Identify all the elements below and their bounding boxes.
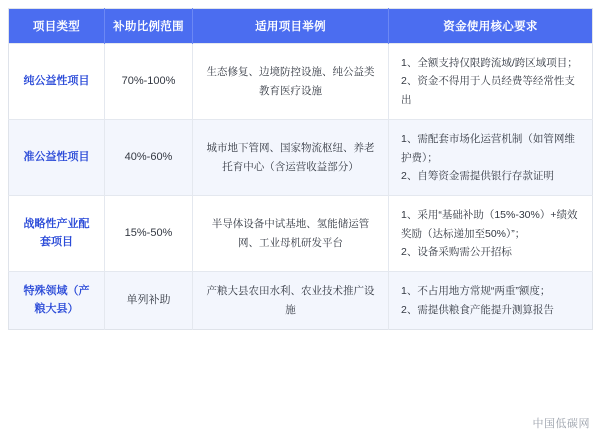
requirement-line: 2、需提供粮食产能提升测算报告 bbox=[401, 303, 554, 316]
column-header-fund-requirements: 资金使用核心要求 bbox=[389, 9, 593, 44]
table-body bbox=[9, 44, 593, 330]
cell-project-examples: 城市地下管网、国家物流枢纽、养老托育中心（含运营收益部分） bbox=[193, 120, 389, 196]
cell-project-type: 纯公益性项目 bbox=[9, 44, 105, 120]
cell-subsidy-ratio: 单列补助 bbox=[105, 272, 193, 330]
subsidy-policy-table bbox=[8, 8, 593, 330]
cell-project-examples: 产粮大县农田水利、农业技术推广设施 bbox=[193, 272, 389, 330]
table-row bbox=[9, 120, 593, 196]
requirement-line: 2、资金不得用于人员经费等经常性支出 bbox=[401, 75, 575, 106]
cell-project-type: 战略性产业配套项目 bbox=[9, 196, 105, 272]
requirement-line: 2、自筹资金需提供银行存款证明 bbox=[401, 169, 554, 182]
requirement-line: 1、需配套市场化运营机制（如管网维护费）； bbox=[401, 133, 575, 164]
table-header bbox=[9, 9, 593, 44]
table-row bbox=[9, 196, 593, 272]
watermark: 中国低碳网 bbox=[532, 418, 590, 430]
cell-fund-requirements bbox=[389, 196, 593, 272]
requirement-line: 2、设备采购需公开招标 bbox=[401, 246, 512, 258]
column-header-project-type: 项目类型 bbox=[9, 9, 105, 44]
requirement-line: 1、全额支持仅限跨流域/跨区域项目； bbox=[401, 57, 578, 69]
cell-project-type: 准公益性项目 bbox=[9, 120, 105, 196]
requirement-line: 1、采用“基础补助（15%-30%）+绩效奖励（达标递加至50%）”； bbox=[401, 209, 578, 240]
column-header-subsidy-ratio: 补助比例范围 bbox=[105, 9, 193, 44]
cell-fund-requirements bbox=[389, 272, 593, 330]
cell-subsidy-ratio: 70%-100% bbox=[105, 44, 193, 120]
cell-project-type: 特殊领域（产粮大县） bbox=[9, 272, 105, 330]
requirement-line: 1、不占用地方常规“两重”额度； bbox=[401, 285, 551, 298]
cell-project-examples: 半导体设备中试基地、氢能储运管网、工业母机研发平台 bbox=[193, 196, 389, 272]
cell-subsidy-ratio: 40%-60% bbox=[105, 120, 193, 196]
table-row bbox=[9, 272, 593, 330]
cell-fund-requirements bbox=[389, 120, 593, 196]
table-header-row bbox=[9, 9, 593, 44]
cell-fund-requirements bbox=[389, 44, 593, 120]
table-row bbox=[9, 44, 593, 120]
column-header-project-examples: 适用项目举例 bbox=[193, 9, 389, 44]
cell-subsidy-ratio: 15%-50% bbox=[105, 196, 193, 272]
cell-project-examples: 生态修复、边境防控设施、纯公益类教育医疗设施 bbox=[193, 44, 389, 120]
